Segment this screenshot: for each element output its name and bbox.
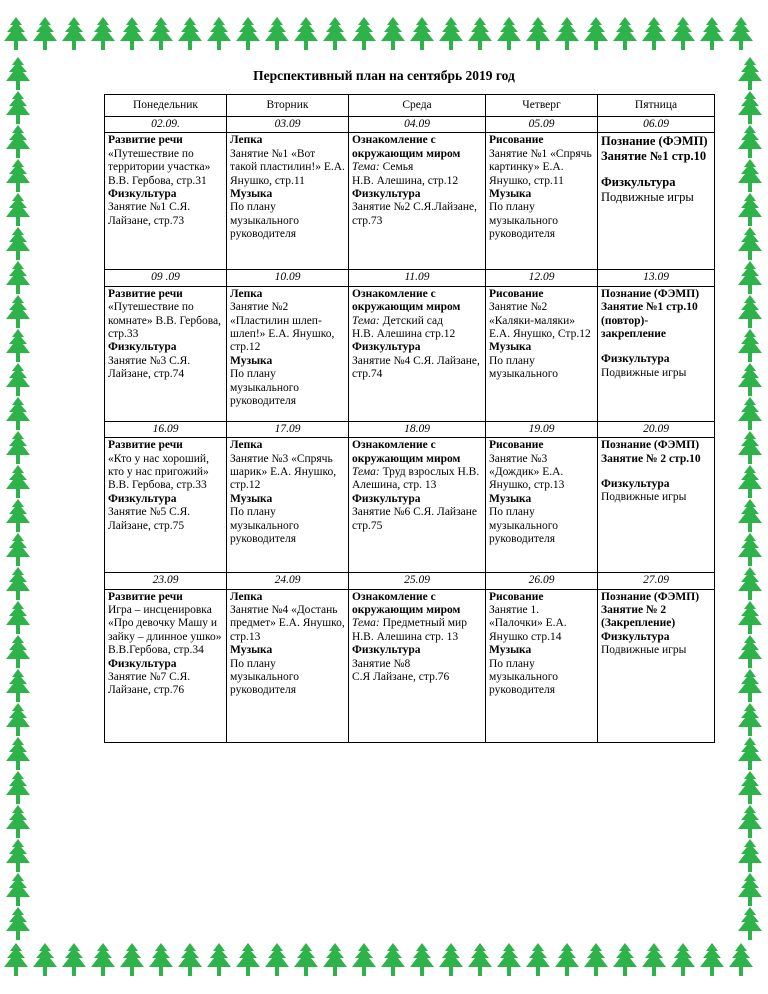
lesson-detail: Занятие №6 С.Я. Лайзане стр.75 <box>352 506 477 532</box>
topic-label: Тема: <box>352 466 380 479</box>
lesson-text <box>352 161 482 174</box>
christmas-tree-icon <box>437 16 465 52</box>
lesson-text <box>489 506 594 546</box>
topic-label: Тема: <box>352 314 380 327</box>
lesson-detail: Подвижные игры <box>601 491 687 504</box>
subject-name: Рисование <box>489 287 544 300</box>
lesson-text <box>108 604 223 644</box>
subject-name: Лепка <box>230 134 263 147</box>
lesson-text <box>489 453 594 493</box>
lesson-detail: Занятие №3 «Дождик» Е.А. Янушко, стр.13 <box>489 452 565 492</box>
christmas-tree-icon <box>736 736 764 772</box>
lesson-cell <box>486 438 598 573</box>
subject-name: Лепка <box>230 287 263 300</box>
christmas-tree-icon <box>736 804 764 840</box>
christmas-tree-icon <box>89 16 117 52</box>
christmas-tree-icon <box>408 942 436 978</box>
christmas-tree-icon <box>31 942 59 978</box>
lesson-detail: Занятие №1 «Вот такой пластилин!» Е.А. Янушко, стр.11 <box>230 147 345 187</box>
christmas-tree-icon <box>466 942 494 978</box>
christmas-tree-icon <box>736 668 764 704</box>
date-cell: 04.09 <box>349 117 486 133</box>
christmas-tree-icon <box>736 396 764 432</box>
christmas-tree-icon <box>736 260 764 296</box>
christmas-tree-icon <box>437 942 465 978</box>
lesson-text <box>352 658 482 671</box>
lesson-text <box>352 175 482 188</box>
lesson-text <box>489 148 594 188</box>
lesson-detail: По плану музыкального руководителя <box>230 201 299 241</box>
lesson-detail: С.Я Лайзане, стр.76 <box>352 671 450 684</box>
christmas-tree-icon <box>736 226 764 262</box>
lesson-detail: По плану музыкального руководителя <box>489 201 558 241</box>
date-cell: 10.09 <box>227 270 349 286</box>
christmas-tree-icon <box>736 770 764 806</box>
subject-name: Физкультура <box>352 341 421 354</box>
subject-name: Познание (ФЭМП) Занятие №1 стр.10 <box>601 134 708 163</box>
christmas-tree-icon <box>736 600 764 636</box>
subject-name: Музыка <box>489 644 532 657</box>
lesson-cell <box>227 438 349 573</box>
christmas-tree-icon <box>524 16 552 52</box>
christmas-tree-icon <box>736 498 764 534</box>
lesson-text <box>230 453 345 493</box>
lesson-text <box>108 201 223 228</box>
christmas-tree-icon <box>176 942 204 978</box>
header-row <box>105 95 715 117</box>
christmas-tree-icon <box>4 906 32 942</box>
subject-name: Музыка <box>230 354 273 367</box>
date-row <box>105 421 715 437</box>
christmas-tree-icon <box>31 16 59 52</box>
christmas-tree-icon <box>4 872 32 908</box>
lesson-detail: «Путешествие по комнате» В.В. Гербова, стр.33 <box>108 301 221 341</box>
subject-name: Физкультура <box>108 188 177 201</box>
christmas-tree-icon <box>118 942 146 978</box>
lesson-cell <box>105 589 227 742</box>
christmas-tree-icon <box>640 942 668 978</box>
subject-name: Рисование <box>489 590 544 603</box>
lesson-detail: По плану музыкального руководителя <box>230 368 299 408</box>
subject-name: Развитие речи <box>108 134 183 147</box>
date-cell: 06.09 <box>598 117 715 133</box>
christmas-tree-icon <box>466 16 494 52</box>
lesson-cell <box>105 133 227 270</box>
lesson-detail: По плану музыкального <box>489 354 558 381</box>
lesson-text <box>489 658 594 698</box>
christmas-tree-icon <box>611 942 639 978</box>
subject-name: Ознакомление с окружающим миром <box>352 287 461 314</box>
christmas-tree-icon <box>4 532 32 568</box>
lesson-row <box>105 438 715 573</box>
christmas-tree-icon <box>736 328 764 364</box>
christmas-tree-icon <box>4 158 32 194</box>
lesson-detail: Детский сад <box>382 314 443 327</box>
lesson-cell <box>486 286 598 421</box>
lesson-detail: Занятие №1 «Спрячь картинку» Е.А. Янушко, стр.11 <box>489 147 592 187</box>
christmas-tree-icon <box>263 942 291 978</box>
christmas-tree-icon <box>495 16 523 52</box>
subject-name: Лепка <box>230 590 263 603</box>
date-cell: 02.09. <box>105 117 227 133</box>
lesson-text <box>230 301 345 355</box>
subject-name: Физкультура <box>108 657 177 670</box>
subject-name: Музыка <box>230 188 273 201</box>
lesson-detail: Занятие №8 <box>352 657 411 670</box>
lesson-text <box>352 355 482 382</box>
christmas-tree-icon <box>4 566 32 602</box>
christmas-tree-icon <box>263 16 291 52</box>
christmas-tree-icon <box>205 16 233 52</box>
lesson-detail: В.В.Гербова, стр.34 <box>108 644 204 657</box>
christmas-tree-icon <box>736 124 764 160</box>
subject-name: Физкультура <box>601 353 670 366</box>
subject-name: Музыка <box>489 341 532 354</box>
lesson-text <box>352 671 482 684</box>
lesson-text <box>601 367 711 380</box>
lesson-detail: Труд взрослых Н.В. Алешина, стр. 13 <box>352 466 480 492</box>
lesson-detail: Подвижные игры <box>601 644 687 657</box>
christmas-tree-icon <box>736 702 764 738</box>
lesson-text <box>601 190 711 205</box>
christmas-tree-icon <box>4 328 32 364</box>
lesson-text <box>230 201 345 241</box>
subject-name: Физкультура <box>352 644 421 657</box>
lesson-text <box>108 301 223 341</box>
subject-name: Ознакомление с окружающим миром <box>352 590 461 617</box>
christmas-tree-icon <box>727 942 755 978</box>
christmas-tree-icon <box>736 566 764 602</box>
lesson-detail: Занятие №3 «Спрячь шарик» Е.А. Янушко, стр.12 <box>230 452 337 492</box>
lesson-text <box>489 201 594 241</box>
christmas-tree-icon <box>736 158 764 194</box>
column-header-wednesday: Среда <box>349 95 486 117</box>
lesson-cell <box>349 589 486 742</box>
christmas-tree-icon <box>736 90 764 126</box>
christmas-tree-icon <box>736 192 764 228</box>
subject-name: Физкультура <box>108 341 177 354</box>
subject-name: Физкультура <box>352 492 421 505</box>
lesson-text <box>601 491 711 504</box>
lesson-text <box>230 604 345 644</box>
christmas-tree-icon <box>60 942 88 978</box>
lesson-cell <box>105 286 227 421</box>
christmas-tree-icon <box>736 294 764 330</box>
lesson-text <box>108 148 223 188</box>
column-header-tuesday: Вторник <box>227 95 349 117</box>
christmas-tree-icon <box>611 16 639 52</box>
christmas-tree-icon <box>379 16 407 52</box>
subject-name: Рисование <box>489 134 544 147</box>
christmas-tree-icon <box>640 16 668 52</box>
lesson-detail: По плану музыкального руководителя <box>230 506 299 546</box>
lesson-text <box>230 658 345 698</box>
christmas-tree-icon <box>582 16 610 52</box>
lesson-text <box>108 644 223 657</box>
christmas-tree-icon <box>2 16 30 52</box>
christmas-tree-icon <box>736 906 764 942</box>
christmas-tree-icon <box>669 942 697 978</box>
date-cell: 17.09 <box>227 421 349 437</box>
lesson-cell <box>598 133 715 270</box>
subject-name: Развитие речи <box>108 590 183 603</box>
column-header-thursday: Четверг <box>486 95 598 117</box>
lesson-detail: «Кто у нас хороший, кто у нас пригожий» В.В. Гербова, стр.33 <box>108 452 209 492</box>
christmas-tree-icon <box>4 770 32 806</box>
christmas-tree-icon <box>234 942 262 978</box>
lesson-text <box>352 617 482 644</box>
christmas-tree-icon <box>4 736 32 772</box>
lesson-detail: Занятие №7 С.Я. Лайзане, стр.76 <box>108 671 191 697</box>
date-cell: 03.09 <box>227 117 349 133</box>
lesson-detail: Занятие №2 С.Я.Лайзане, стр.73 <box>352 201 477 227</box>
christmas-tree-icon <box>4 90 32 126</box>
christmas-tree-icon <box>495 942 523 978</box>
lesson-detail: По плану музыкального руководителя <box>489 657 558 697</box>
christmas-tree-icon <box>736 430 764 466</box>
date-row <box>105 270 715 286</box>
spacer <box>601 341 711 353</box>
lesson-text <box>108 671 223 698</box>
christmas-tree-icon <box>727 16 755 52</box>
lesson-text <box>601 644 711 657</box>
subject-name: Музыка <box>489 492 532 505</box>
lesson-text <box>352 328 482 341</box>
christmas-tree-icon <box>4 226 32 262</box>
subject-name: Лепка <box>230 439 263 452</box>
christmas-tree-icon <box>350 16 378 52</box>
subject-name: Физкультура <box>601 478 670 491</box>
lesson-detail: Подвижные игры <box>601 189 694 204</box>
lesson-cell <box>486 133 598 270</box>
lesson-text <box>489 604 594 644</box>
date-cell: 11.09 <box>349 270 486 286</box>
lesson-text <box>230 368 345 408</box>
christmas-tree-icon <box>4 702 32 738</box>
topic-label: Тема: <box>352 617 380 630</box>
schedule-table <box>104 94 715 743</box>
christmas-tree-icon <box>4 838 32 874</box>
lesson-cell <box>105 438 227 573</box>
christmas-tree-icon <box>147 942 175 978</box>
lesson-text <box>108 506 223 533</box>
lesson-row <box>105 133 715 270</box>
lesson-detail: Занятие №3 С.Я. Лайзане, стр.74 <box>108 354 191 381</box>
lesson-detail: Занятие №5 С.Я. Лайзане, стр.75 <box>108 506 191 532</box>
lesson-text <box>489 301 594 341</box>
lesson-text <box>352 315 482 328</box>
christmas-tree-icon <box>4 668 32 704</box>
date-row <box>105 573 715 589</box>
lesson-detail: Занятие №4 С.Я. Лайзане, стр.74 <box>352 354 480 381</box>
subject-name: Познание (ФЭМП) Занятие № 2 (Закрепление) <box>601 590 700 630</box>
column-header-friday: Пятница <box>598 95 715 117</box>
christmas-tree-icon <box>736 634 764 670</box>
lesson-cell <box>349 286 486 421</box>
christmas-tree-icon <box>60 16 88 52</box>
date-cell: 09 .09 <box>105 270 227 286</box>
date-cell: 24.09 <box>227 573 349 589</box>
lesson-cell <box>349 133 486 270</box>
christmas-tree-icon <box>698 16 726 52</box>
subject-name: Ознакомление с окружающим миром <box>352 134 461 160</box>
christmas-tree-icon <box>379 942 407 978</box>
christmas-tree-icon <box>89 942 117 978</box>
christmas-tree-icon <box>4 804 32 840</box>
lesson-detail: Занятие №2 «Пластилин шлеп-шлеп!» Е.А. Янушко, стр.12 <box>230 301 335 354</box>
christmas-tree-icon <box>292 942 320 978</box>
lesson-cell <box>598 589 715 742</box>
date-cell: 13.09 <box>598 270 715 286</box>
christmas-tree-icon <box>524 942 552 978</box>
subject-name: Ознакомление с окружающим миром <box>352 439 461 465</box>
lesson-text <box>230 148 345 188</box>
date-cell: 26.09 <box>486 573 598 589</box>
lesson-row <box>105 589 715 742</box>
column-header-monday: Понедельник <box>105 95 227 117</box>
christmas-tree-icon <box>321 16 349 52</box>
christmas-tree-icon <box>2 942 30 978</box>
christmas-tree-icon <box>4 260 32 296</box>
christmas-tree-icon <box>736 838 764 874</box>
subject-name: Музыка <box>230 492 273 505</box>
christmas-tree-icon <box>736 872 764 908</box>
christmas-tree-icon <box>4 600 32 636</box>
topic-label: Тема: <box>352 161 380 174</box>
subject-name: Физкультура <box>108 492 177 505</box>
lesson-detail: Занятие №4 «Достань предмет» Е.А. Янушко, стр.13 <box>230 604 345 643</box>
lesson-text <box>108 453 223 493</box>
christmas-tree-icon <box>321 942 349 978</box>
lesson-text <box>489 355 594 382</box>
lesson-text <box>352 466 482 493</box>
lesson-detail: Н.В. Алешина, стр.12 <box>352 174 459 187</box>
page-title: Перспективный план на сентябрь 2019 год <box>253 68 515 83</box>
subject-name: Познание (ФЭМП) Занятие № 2 стр.10 <box>601 439 701 465</box>
lesson-cell <box>227 286 349 421</box>
date-cell: 23.09 <box>105 573 227 589</box>
date-cell: 16.09 <box>105 421 227 437</box>
subject-name: Физкультура <box>601 175 676 190</box>
lesson-cell <box>598 438 715 573</box>
christmas-tree-icon <box>118 16 146 52</box>
lesson-detail: Занятие №2 «Каляки-маляки» Е.А. Янушко, Стр.12 <box>489 301 591 341</box>
date-cell: 20.09 <box>598 421 715 437</box>
lesson-cell <box>349 438 486 573</box>
christmas-tree-icon <box>4 396 32 432</box>
lesson-text <box>108 355 223 382</box>
date-cell: 18.09 <box>349 421 486 437</box>
christmas-tree-icon <box>698 942 726 978</box>
christmas-tree-icon <box>147 16 175 52</box>
spacer <box>601 466 711 478</box>
lesson-detail: «Путешествие по территории участка» В.В. Гербова, стр.31 <box>108 147 211 187</box>
christmas-tree-icon <box>4 498 32 534</box>
subject-name: Познание (ФЭМП) Занятие №1 стр.10 (повтор)- закрепление <box>601 287 700 341</box>
christmas-tree-icon <box>4 124 32 160</box>
lesson-detail: Занятие №1 С.Я. Лайзане, стр.73 <box>108 201 191 227</box>
christmas-tree-icon <box>350 942 378 978</box>
subject-name: Музыка <box>489 188 532 201</box>
lesson-detail: Н.В. Алешина стр.12 <box>352 328 456 341</box>
lesson-text <box>352 201 482 228</box>
lesson-cell <box>486 589 598 742</box>
schedule-body <box>105 117 715 743</box>
lesson-text <box>352 506 482 533</box>
christmas-tree-icon <box>4 430 32 466</box>
lesson-detail: По плану музыкального руководителя <box>230 657 299 697</box>
lesson-row <box>105 286 715 421</box>
spacer <box>601 163 711 175</box>
subject-name: Развитие речи <box>108 439 183 452</box>
christmas-tree-icon <box>234 16 262 52</box>
christmas-tree-icon <box>4 464 32 500</box>
christmas-tree-icon <box>292 16 320 52</box>
date-row <box>105 117 715 133</box>
christmas-tree-icon <box>736 362 764 398</box>
subject-name: Музыка <box>230 644 273 657</box>
subject-name: Развитие речи <box>108 287 183 300</box>
subject-name: Физкультура <box>352 188 421 201</box>
christmas-tree-icon <box>4 294 32 330</box>
date-cell: 27.09 <box>598 573 715 589</box>
lesson-detail: Семья <box>382 161 414 174</box>
lesson-detail: Занятие 1. «Палочки» Е.А. Янушко стр.14 <box>489 604 567 643</box>
subject-name: Физкультура <box>601 630 670 643</box>
date-cell: 12.09 <box>486 270 598 286</box>
lesson-text <box>230 506 345 546</box>
subject-name: Рисование <box>489 439 544 452</box>
christmas-tree-icon <box>553 16 581 52</box>
christmas-tree-icon <box>582 942 610 978</box>
lesson-detail: По плану музыкального руководителя <box>489 506 558 546</box>
christmas-tree-icon <box>205 942 233 978</box>
date-cell: 05.09 <box>486 117 598 133</box>
christmas-tree-icon <box>408 16 436 52</box>
christmas-tree-icon <box>736 464 764 500</box>
christmas-tree-icon <box>176 16 204 52</box>
lesson-cell <box>227 133 349 270</box>
christmas-tree-icon <box>4 634 32 670</box>
christmas-tree-icon <box>4 362 32 398</box>
lesson-cell <box>227 589 349 742</box>
christmas-tree-icon <box>736 532 764 568</box>
christmas-tree-icon <box>669 16 697 52</box>
date-cell: 19.09 <box>486 421 598 437</box>
lesson-detail: Игра – инсценировка «Про девочку Машу и зайку – длинное ушко» <box>108 604 222 643</box>
lesson-detail: Предметный мир Н.В. Алешина стр. 13 <box>352 617 467 643</box>
christmas-tree-icon <box>553 942 581 978</box>
christmas-tree-icon <box>4 192 32 228</box>
lesson-detail: Подвижные игры <box>601 366 687 379</box>
lesson-cell <box>598 286 715 421</box>
date-cell: 25.09 <box>349 573 486 589</box>
